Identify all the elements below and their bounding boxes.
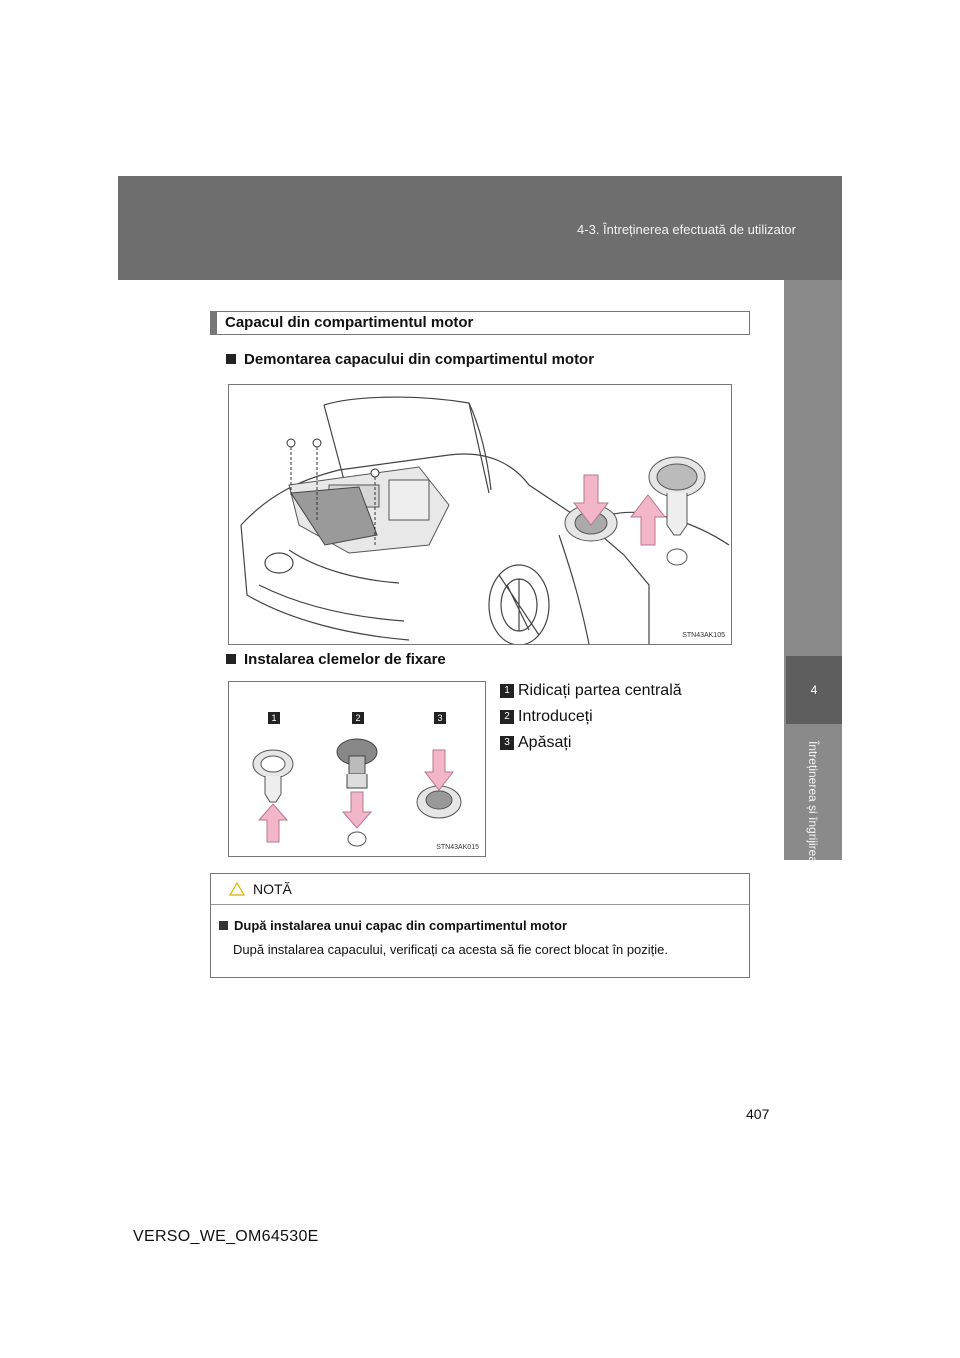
- step-number: 1: [500, 684, 514, 698]
- square-bullet-icon: [226, 654, 236, 664]
- note-subtitle-text: După instalarea unui capac din compartimentul motor: [234, 918, 568, 933]
- subsection-heading-install: [226, 651, 446, 668]
- square-bullet-icon: [219, 921, 228, 930]
- footer-code: VERSO_WE_OM64530E: [133, 1228, 319, 1245]
- section-title-box: [210, 311, 750, 335]
- engine-bay-illustration: [229, 385, 731, 644]
- subsection-title: Demontarea capacului din compartimentul motor: [244, 351, 595, 368]
- subsection-title: Instalarea clemelor de fixare: [244, 651, 446, 668]
- subsection-heading-removal: [226, 351, 594, 368]
- chapter-label: [784, 722, 842, 882]
- step-text: Introduceți: [518, 708, 593, 725]
- figure-marker-2: 2: [352, 712, 364, 724]
- engine-bay-figure: [228, 384, 732, 645]
- note-subtitle: [219, 918, 567, 933]
- step-item: [500, 730, 682, 756]
- note-label: NOTĂ: [253, 881, 292, 897]
- note-box: [210, 873, 750, 978]
- step-list: [500, 678, 682, 756]
- step-number: 3: [500, 736, 514, 750]
- clip-steps-figure: [228, 681, 486, 857]
- figure-marker-1: 1: [268, 712, 280, 724]
- step-text: Apăsați: [518, 734, 572, 751]
- page-number: 407: [746, 1106, 770, 1122]
- figure-marker-3: 3: [434, 712, 446, 724]
- step-item: [500, 678, 682, 704]
- header-band: [118, 176, 842, 280]
- section-title: Capacul din compartimentul motor: [225, 314, 474, 331]
- figure-code: STN43AK105: [682, 632, 725, 639]
- warning-triangle-icon: [229, 882, 245, 896]
- square-bullet-icon: [226, 354, 236, 364]
- clip-illustration: [229, 682, 485, 856]
- chapter-label-text: Întreținerea și îngrijirea: [806, 740, 820, 864]
- figure-code: STN43AK015: [436, 844, 479, 851]
- step-number: 2: [500, 710, 514, 724]
- header-section-title: 4-3. Întreținerea efectuată de utilizator: [577, 222, 796, 237]
- section-title-bar: [211, 312, 217, 334]
- note-header: [211, 874, 749, 905]
- chapter-number: 4: [786, 656, 842, 724]
- step-text: Ridicați partea centrală: [518, 682, 682, 699]
- step-item: [500, 704, 682, 730]
- note-text: După instalarea capacului, verificați ca acesta să fie corect blocat în poziție.: [233, 942, 669, 957]
